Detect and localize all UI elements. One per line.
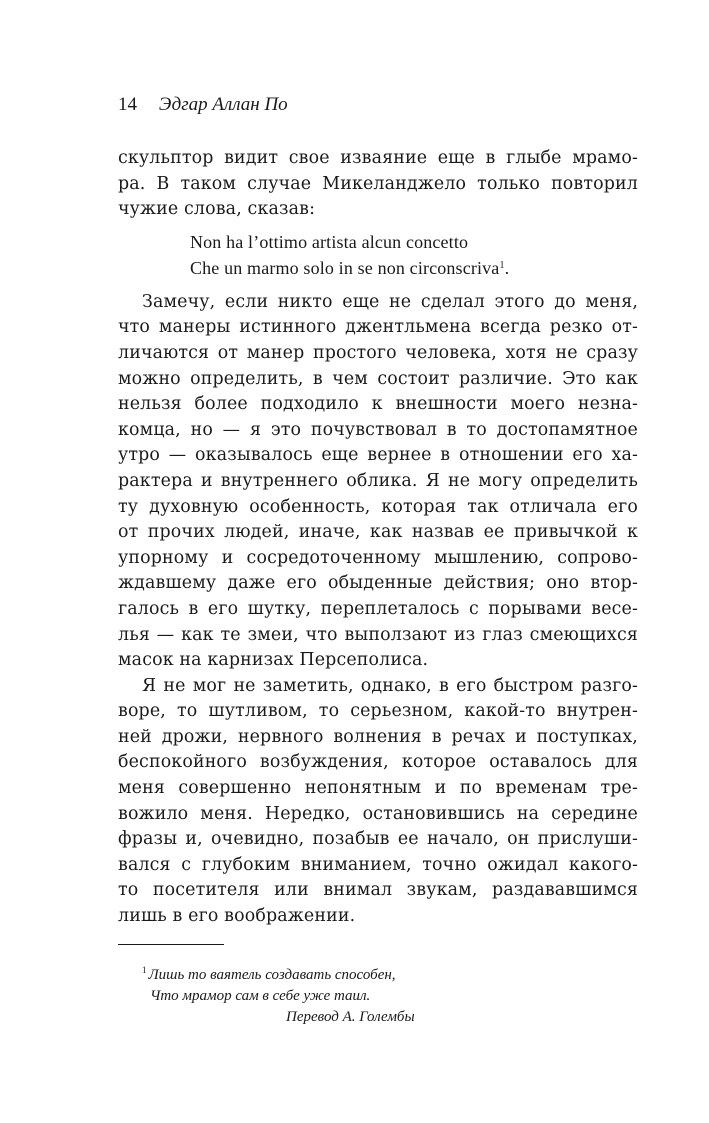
text-line: утро — оказывалось еще вернее в отношении его ха- bbox=[118, 445, 638, 466]
footnote-reference[interactable]: 1 bbox=[499, 259, 505, 271]
text-line: личаются от манер простого человека, хотя не сразу bbox=[118, 342, 638, 363]
text-line: лья — как те змеи, что выползают из глаз смеющихся bbox=[118, 624, 638, 645]
footnote-mark: 1 bbox=[142, 965, 147, 975]
verse-line: Che un marmo solo in se non circonscriva$^1$. bbox=[190, 257, 510, 278]
text-line: то посетителя или внимал звукам, раздававшимся bbox=[118, 880, 638, 901]
text-line: фразы и, очевидно, позабыв ее начало, он прислуши- bbox=[118, 829, 638, 850]
text-line: галось в его шутку, переплеталось с порывами весе- bbox=[118, 598, 638, 619]
verse-line: Non ha l’ottimo artista alcun concetto bbox=[190, 231, 469, 252]
text-line: упорному и сосредоточенному мышлению, сопрово- bbox=[118, 547, 638, 568]
text-line: скульптор видит свое изваяние еще в глыбе мрамо- bbox=[118, 148, 638, 168]
verse-line-text: Che un marmo solo in se non circonscriva bbox=[190, 257, 500, 278]
footnote-line-text: Лишь то ваятель создавать способен, bbox=[148, 967, 396, 983]
text-line: масок на карнизах Персеполиса. bbox=[118, 650, 429, 671]
footnote-line bbox=[142, 960, 562, 986]
text-line: комца, но — я это почувствовал в то достопамятное bbox=[118, 419, 638, 440]
text-line: чужие слова, сказав: bbox=[118, 199, 316, 220]
paragraph-3 bbox=[118, 674, 638, 930]
text-line: можно определить, в чем состоит различие. Это как bbox=[118, 368, 638, 389]
footnote-translation-credit: Перевод А. Голембы bbox=[286, 1009, 415, 1025]
verse-quote bbox=[190, 231, 638, 280]
text-line: что манеры истинного джентльмена всегда резко от- bbox=[118, 317, 638, 338]
text-line: от прочих людей, иначе, как назвав ее привычкой к bbox=[118, 522, 638, 543]
paragraph-2 bbox=[118, 290, 638, 674]
footnote-divider bbox=[118, 944, 224, 945]
text-line: нельзя более подходило к внешности моего незна- bbox=[118, 394, 638, 415]
text-line: воре, то шутливом, то серьезном, какой-то внутрен- bbox=[118, 701, 638, 722]
text-line: вался с глубоким вниманием, точно ожидал какого- bbox=[118, 854, 638, 875]
text-line: беспокойного возбуждения, которое оставалось для bbox=[118, 752, 638, 773]
text-line: лишь в его воображении. bbox=[118, 906, 356, 927]
text-line: Я не мог не заметить, однако, в его быстром разго- bbox=[142, 675, 638, 696]
text-line: Замечу, если никто еще не сделал этого до меня, bbox=[142, 291, 638, 312]
text-line: меня совершенно непонятным и по временам тре- bbox=[118, 778, 638, 799]
footnote-line: Что мрамор сам в себе уже таил. bbox=[150, 988, 371, 1004]
text-line: вожило меня. Нередко, остановившись на середине bbox=[118, 803, 638, 824]
text-line: ней дрожи, нервного волнения в речах и поступках, bbox=[118, 726, 638, 747]
text-line: ждавшему даже его обыденные действия; оно втор- bbox=[118, 573, 638, 594]
text-line: ра. В таком случае Микеланджело только повторил bbox=[118, 173, 638, 194]
text-line: ту духовную особенность, которая так отличала его bbox=[118, 496, 638, 517]
running-head bbox=[118, 94, 288, 116]
page-number: 14 bbox=[118, 94, 137, 115]
paragraph-1 bbox=[118, 146, 638, 223]
body-text bbox=[118, 146, 638, 930]
text-line: рактера и внутреннего облика. Я не могу определить bbox=[118, 470, 638, 491]
footnote bbox=[142, 960, 562, 1028]
running-head-author: Эдгар Аллан По bbox=[158, 94, 288, 115]
